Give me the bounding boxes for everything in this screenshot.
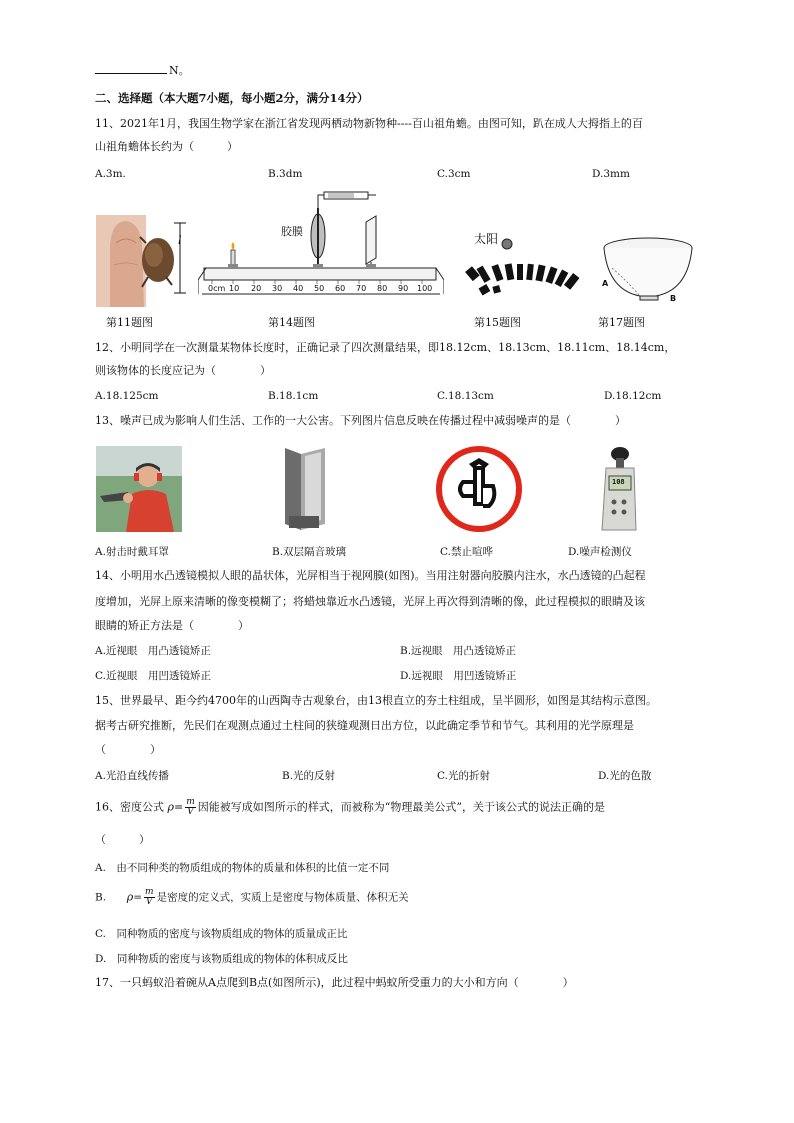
tick-10: 10 bbox=[229, 284, 240, 293]
q14-option-b: B.远视眼 用凸透镜矫正 bbox=[400, 645, 517, 657]
q16-line2: （ ） bbox=[95, 833, 150, 846]
q11-line2: 山祖角蟾体长约为（ ） bbox=[95, 140, 238, 153]
answer-blank bbox=[95, 62, 167, 74]
tick-90: 90 bbox=[398, 284, 409, 293]
density-formula: $\frac{m}{V}$ bbox=[186, 797, 195, 817]
q14-line2: 度增加，光屏上原来清晰的像变模糊了；将蜡烛靠近水凸透镜，光屏上再次得到清晰的像，此过程模拟的眼睛及该 bbox=[95, 595, 645, 608]
caption-fig11: 第11题图 bbox=[106, 316, 153, 329]
membrane-label: 胶膜 bbox=[281, 225, 303, 238]
tick-20: 20 bbox=[251, 284, 262, 293]
section-title: 二、选择题（本大题7小题，每小题2分，满分14分） bbox=[95, 91, 369, 105]
image-sound-level-meter bbox=[596, 446, 642, 532]
image-shooter-earmuffs bbox=[96, 446, 182, 532]
image-no-noise-sign bbox=[435, 446, 523, 532]
point-a-label: A bbox=[602, 279, 609, 288]
q16-option-d: D. 同种物质的密度与该物质组成的物体的体积成反比 bbox=[95, 953, 348, 965]
caption-fig15: 第15题图 bbox=[474, 316, 521, 329]
figure-11-thumb-frog bbox=[96, 215, 192, 307]
tick-30: 30 bbox=[272, 284, 283, 293]
q13-line1: 13、噪声已成为影响人们生活、工作的一大公害。下列图片信息反映在传播过程中减弱噪声的是（ ） bbox=[95, 414, 626, 427]
q16-option-b: B. ρ= $\frac{m}{V}$ 是密度的定义式，实质上是密度与物体质量、体积无关 bbox=[95, 887, 409, 907]
q11-line1: 11、2021年1月，我国生物学家在浙江省发现两栖动物新物种----百山祖角蟾。由图可知，趴在成人大拇指上的百 bbox=[95, 117, 643, 130]
caption-fig14: 第14题图 bbox=[268, 316, 315, 329]
tick-80: 80 bbox=[377, 284, 388, 293]
q16-line1: 16、密度公式 ρ= $\frac{m}{V}$ 因能被写成如图所示的样式，而被称为“物理最美公式”，关于该公式的说法正确的是 bbox=[95, 797, 605, 817]
q14-option-d: D.远视眼 用凹透镜矫正 bbox=[400, 670, 517, 682]
q15-line3: （ ） bbox=[95, 743, 161, 756]
previous-question-tail: N。 bbox=[95, 62, 190, 79]
q13-option-b: B.双层隔音玻璃 bbox=[272, 546, 347, 558]
figure-17-bowl bbox=[598, 234, 696, 304]
tick-100: 100 bbox=[417, 284, 433, 293]
q15-option-d: D.光的色散 bbox=[598, 770, 652, 782]
q14-line3: 眼睛的矫正方法是（ ） bbox=[95, 619, 249, 632]
q11-option-c: C.3cm bbox=[437, 168, 471, 180]
point-b-label: B bbox=[670, 294, 677, 303]
q12-option-b: B.18.1cm bbox=[268, 390, 319, 402]
q17-line1: 17、一只蚂蚁沿着碗从A点爬到B点(如图所示)，此过程中蚂蚁所受重力的大小和方向（ ） bbox=[95, 976, 574, 989]
q16-option-c: C. 同种物质的密度与该物质组成的物体的质量成正比 bbox=[95, 928, 348, 940]
q14-option-c: C.近视眼 用凹透镜矫正 bbox=[95, 670, 211, 682]
q12-option-d: D.18.12cm bbox=[604, 390, 662, 402]
q11-option-d: D.3mm bbox=[592, 168, 630, 180]
q15-line2: 据考古研究推断，先民们在观测点通过土柱间的狭缝观测日出方位，以此确定季节和节气。其利用的光学原理是 bbox=[95, 719, 634, 732]
q15-option-a: A.光沿直线传播 bbox=[95, 770, 169, 782]
q13-option-d: D.噪声检测仪 bbox=[568, 546, 632, 558]
tick-50: 50 bbox=[314, 284, 325, 293]
q15-option-c: C.光的折射 bbox=[437, 770, 490, 782]
q12-line2: 则该物体的长度应记为（ ） bbox=[95, 364, 271, 377]
tick-0: 0cm bbox=[208, 284, 226, 293]
q13-option-c: C.禁止喧哗 bbox=[440, 546, 493, 558]
meter-reading: 108 bbox=[612, 478, 625, 486]
rho-symbol: ρ bbox=[167, 800, 174, 814]
q12-option-a: A.18.125cm bbox=[95, 390, 159, 402]
sun-label: 太阳 bbox=[474, 232, 499, 246]
q15-line1: 15、世界最早、距今约4700年的山西陶寺古观象台，由13根直立的夯土柱组成，呈半圆形，如图是其结构示意图。 bbox=[95, 694, 657, 707]
length-label-l: l bbox=[178, 234, 182, 247]
q13-option-a: A.射击时戴耳罩 bbox=[95, 546, 169, 558]
q11-option-a: A.3m. bbox=[95, 168, 126, 180]
q14-option-a: A.近视眼 用凸透镜矫正 bbox=[95, 645, 211, 657]
q15-option-b: B.光的反射 bbox=[282, 770, 336, 782]
q12-option-c: C.18.13cm bbox=[437, 390, 494, 402]
image-double-glazing-profile bbox=[279, 446, 331, 532]
tick-40: 40 bbox=[293, 284, 304, 293]
tick-70: 70 bbox=[356, 284, 367, 293]
tick-60: 60 bbox=[335, 284, 346, 293]
q12-line1: 12、小明同学在一次测量某物体长度时，正确记录了四次测量结果，即18.12cm、18.13cm、18.11cm、18.14cm， bbox=[95, 341, 676, 354]
q16-option-a: A. 由不同种类的物质组成的物体的质量和体积的比值一定不同 bbox=[95, 862, 390, 874]
caption-fig17: 第17题图 bbox=[598, 316, 645, 329]
density-formula-b: $\frac{m}{V}$ bbox=[145, 887, 154, 907]
q14-line1: 14、小明用水凸透镜模拟人眼的晶状体，光屏相当于视网膜(如图)。当用注射器向胶膜内注水，水凸透镜的凸起程 bbox=[95, 569, 646, 582]
q11-option-b: B.3dm bbox=[268, 168, 303, 180]
